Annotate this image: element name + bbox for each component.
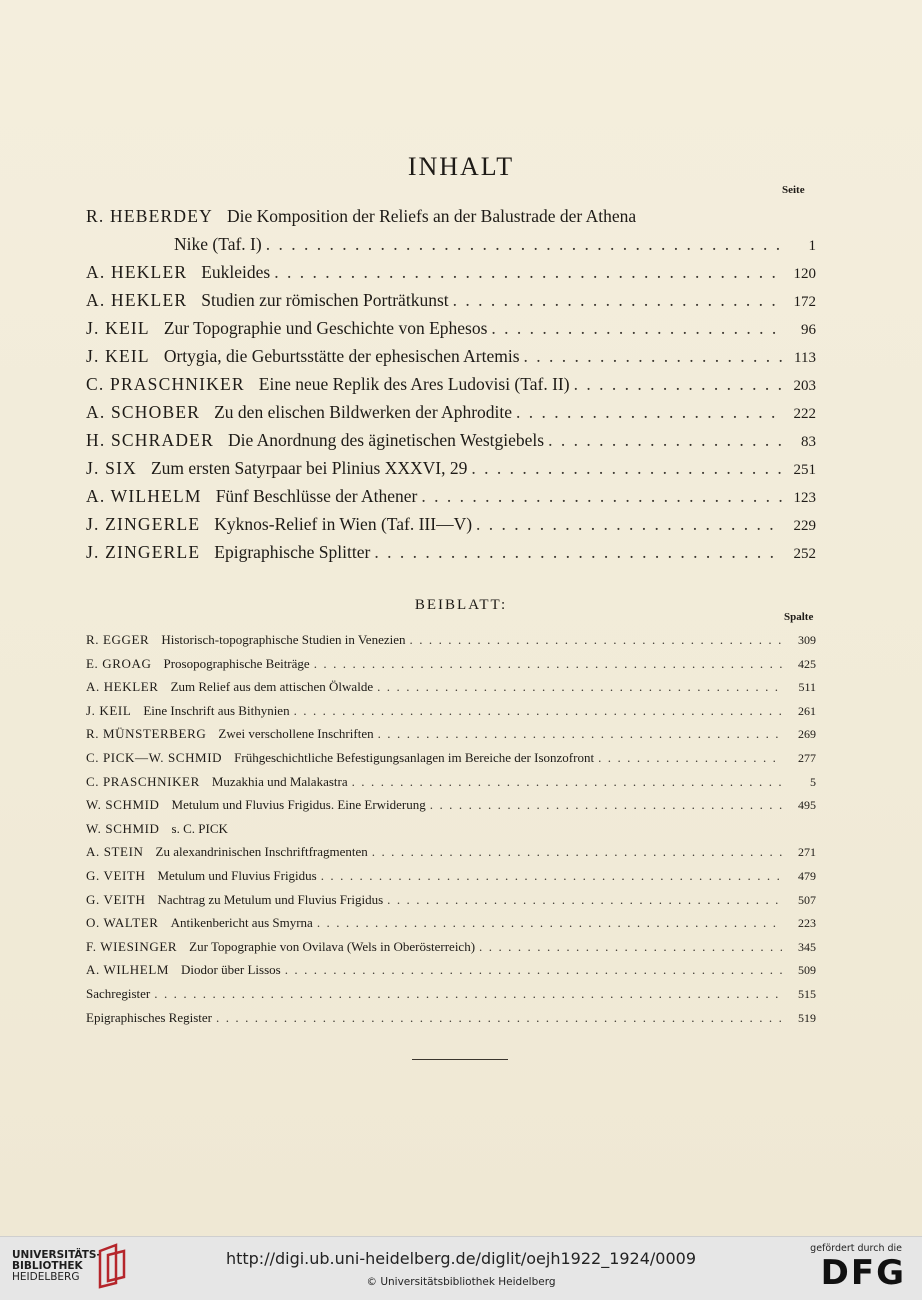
entry-title: s. C. PICK [171,820,228,836]
dot-leader [387,892,782,908]
toc-entry[interactable] [86,486,816,512]
entry-author: O. WALTER [86,915,159,931]
entry-title: Antikenbericht aus Smyrna [170,915,313,931]
dot-leader [154,986,782,1002]
entry-title-continuation: Nike (Taf. I) [174,234,262,254]
toc-entry[interactable] [86,962,816,984]
entry-title: Epigraphische Splitter [214,542,371,562]
entry-title: Frühgeschichtliche Befestigungsanlagen im Bereiche der Isonzofront [234,750,595,765]
entry-title: Zur Topographie von Ovilava (Wels in Oberösterreich) [189,938,476,954]
logo-line-3: HEIDELBERG [12,1271,80,1283]
dot-leader [314,656,782,672]
permalink-url[interactable]: http://digi.ub.uni-heidelberg.de/diglit/oejh1922_1924/0009 [225,1249,697,1268]
toc-entry[interactable] [86,868,816,890]
entry-title: Kyknos-Relief in Wien (Taf. III—V) [214,514,473,534]
entry-page-number: 269 [798,727,816,742]
toc-entry[interactable] [86,514,816,540]
entry-page-number: 113 [794,350,816,366]
entry-title: Zwei verschollene Inschriften [218,726,374,742]
toc-entry[interactable] [86,290,816,316]
entry-page-number: 251 [793,462,816,478]
entry-author: W. SCHMID [86,820,160,836]
entry-title: Studien zur römischen Porträtkunst [201,290,449,310]
dot-leader [421,486,782,507]
entry-author: J. KEIL [86,702,132,718]
toc-entry[interactable] [86,774,816,796]
dot-leader [598,750,782,766]
toc-entry[interactable] [86,726,816,748]
entry-title: Nachtrag zu Metulum und Fluvius Frigidus [157,891,384,907]
dot-leader [266,234,782,255]
entry-page-number: 229 [793,518,816,534]
toc-entry[interactable] [86,458,816,484]
toc-entry[interactable] [86,844,816,866]
toc-entry[interactable] [86,632,816,654]
toc-entry[interactable] [86,679,816,701]
toc-entry[interactable] [86,892,816,914]
entry-title: Die Komposition der Reliefs an der Balustrade der Athena [226,206,637,226]
toc-entry[interactable] [86,318,816,344]
entry-title: Fünf Beschlüsse der Athener [215,486,418,506]
entry-page-number: 223 [798,916,816,931]
entry-author: R. EGGER [86,632,150,647]
closing-rule [412,1059,508,1060]
toc-entry[interactable] [86,915,816,937]
entry-author: A. WILHELM [86,486,202,506]
library-footer [0,1236,922,1300]
toc-entry[interactable] [86,542,816,568]
spalte-column-label: Spalte [784,611,814,623]
entry-author: G. VEITH [86,891,146,907]
dot-leader [491,318,782,339]
dfg-logo[interactable]: DFG [820,1253,906,1293]
dot-leader [285,962,782,978]
entry-page-number: 172 [793,294,816,310]
entry-author: C. PICK—W. SCHMID [86,750,223,765]
funded-by-label: gefördert durch die [810,1243,902,1254]
page-title: INHALT [407,152,515,181]
entry-title: Ortygia, die Geburtsstätte der ephesischen Artemis [163,346,520,366]
entry-page-number: 507 [798,892,816,907]
entry-author: J. ZINGERLE [86,514,201,534]
dot-leader [479,939,782,955]
dot-leader [378,726,782,742]
entry-page-number: 495 [798,798,816,813]
entry-title: Muzakhia und Malakastra [211,773,348,789]
logo-line-2: BIBLIOTHEK [12,1260,83,1272]
entry-page-number: 83 [801,434,816,450]
dot-leader [471,458,782,479]
entry-author: R. MÜNSTERBERG [86,726,207,742]
toc-entry[interactable] [86,939,816,961]
toc-entry[interactable] [86,374,816,400]
entry-title: Zu alexandrinischen Inschriftfragmenten [155,844,368,860]
toc-entry[interactable] [86,1010,816,1032]
entry-title: Eine neue Replik des Ares Ludovisi (Taf. II) [258,374,570,394]
dot-leader [321,868,782,884]
entry-page-number: 277 [798,751,816,765]
entry-title: Die Anordnung des äginetischen Westgiebels [227,430,545,450]
entry-author: J. KEIL [86,346,150,366]
entry-page-number: 1 [808,238,816,254]
entry-author: C. PRASCHNIKER [86,374,245,394]
page-column-label: Seite [782,184,805,196]
dot-leader [524,346,782,367]
dot-leader [317,915,782,931]
toc-entry[interactable] [86,346,816,372]
entry-author: J. KEIL [86,318,150,338]
entry-title: Zum Relief aus dem attischen Ölwalde [170,679,374,695]
toc-entry[interactable] [86,797,816,819]
entry-page-number: 96 [801,322,816,338]
beiblatt-title: BEIBLATT: [414,597,508,613]
entry-page-number: 5 [810,774,816,789]
entry-page-number: 519 [798,1010,816,1025]
entry-title: Zum ersten Satyrpaar bei Plinius XXXVI, 29 [150,458,468,478]
entry-author: R. HEBERDEY [86,206,213,226]
dot-leader [574,374,782,395]
toc-entry[interactable] [86,750,816,772]
entry-author: W. SCHMID [86,797,160,813]
dot-leader [453,290,782,311]
toc-entry[interactable] [86,656,816,678]
toc-entry[interactable] [86,402,816,428]
dot-leader [548,430,782,451]
entry-page-number: 511 [798,680,816,695]
copyright-notice: © Universitätsbibliothek Heidelberg [366,1276,556,1288]
entry-page-number: 309 [798,633,816,647]
entry-author: A. SCHOBER [86,402,201,422]
entry-author: A. HEKLER [86,679,159,695]
entry-title: Metulum und Fluvius Frigidus. Eine Erwiderung [171,797,426,813]
entry-author: F. WIESINGER [86,938,178,954]
entry-author: C. PRASCHNIKER [86,773,200,789]
dot-leader [374,542,782,563]
entry-author: E. GROAG [86,655,152,671]
toc-entry[interactable] [86,234,816,260]
entry-title: Sachregister [86,986,151,1001]
entry-page-number: 261 [798,703,816,718]
entry-author: G. VEITH [86,868,146,883]
dot-leader [274,262,782,283]
toc-entry[interactable] [86,430,816,456]
entry-page-number: 479 [798,869,816,883]
entry-title: Eukleides [201,262,271,282]
entry-title: Historisch-topographische Studien in Venezien [161,632,406,647]
entry-title: Metulum und Fluvius Frigidus [157,868,317,883]
entry-author: A. WILHELM [86,962,170,978]
dot-leader [516,402,782,423]
entry-page-number: 120 [793,266,816,282]
toc-entry[interactable] [86,986,816,1008]
entry-page-number: 203 [793,378,816,394]
entry-author: J. SIX [86,458,137,478]
entry-title: Prosopographische Beiträge [163,655,310,671]
entry-page-number: 252 [793,546,816,562]
entry-author: J. ZINGERLE [86,542,201,562]
dot-leader [476,514,782,535]
entry-author: A. HEKLER [86,262,188,282]
entry-title: Diodor über Lissos [181,962,281,978]
entry-author: A. HEKLER [86,290,188,310]
toc-entry[interactable] [86,821,816,843]
dot-leader [430,797,782,813]
entry-title: Epigraphisches Register [86,1009,212,1025]
dot-leader [216,1010,782,1026]
entry-page-number: 222 [793,406,816,422]
toc-entry[interactable] [86,703,816,725]
entry-author: A. STEIN [86,844,144,860]
entry-page-number: 345 [798,939,816,954]
dot-leader [372,844,782,860]
toc-entry[interactable] [86,262,816,288]
entry-title: Zur Topographie und Geschichte von Ephesos [163,318,488,338]
entry-title: Eine Inschrift aus Bithynien [143,702,290,718]
toc-entry[interactable] [86,206,816,232]
logo-line-1: UNIVERSITÄTS- [12,1249,101,1261]
entry-page-number: 515 [798,987,816,1001]
entry-page-number: 123 [793,490,816,506]
dot-leader [410,632,783,648]
entry-author: H. SCHRADER [86,430,214,450]
dot-leader [352,774,782,790]
entry-title: Zu den elischen Bildwerken der Aphrodite [214,402,513,422]
dot-leader [377,679,782,695]
entry-page-number: 509 [798,963,816,978]
dot-leader [294,703,782,719]
entry-page-number: 425 [798,656,816,671]
entry-page-number: 271 [798,845,816,860]
